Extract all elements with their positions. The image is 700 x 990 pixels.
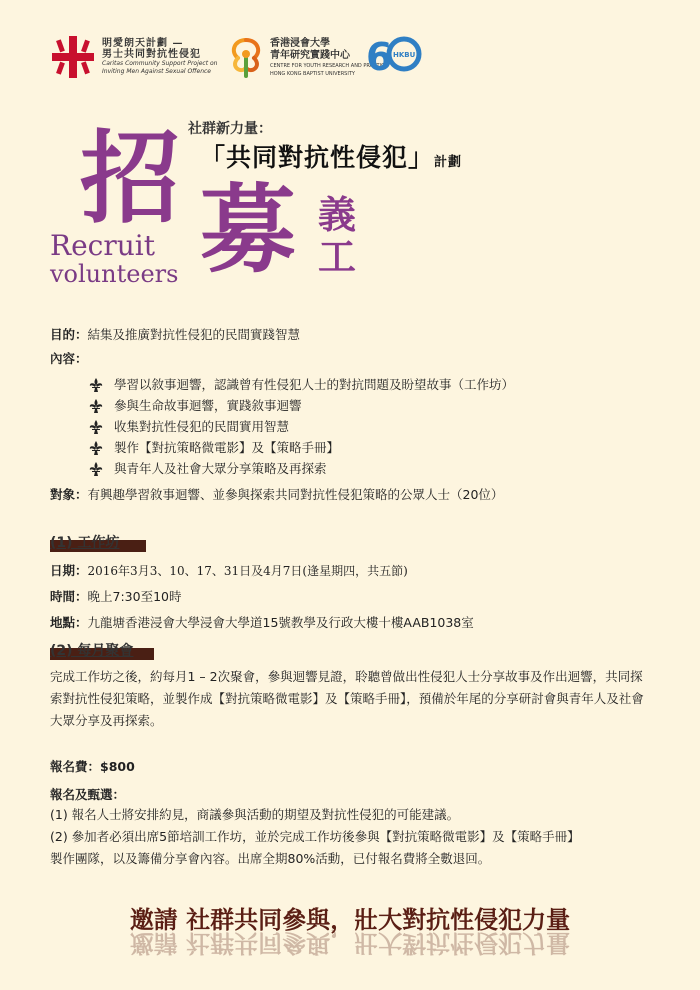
footer-slogan-reflection: 邀請 社群共同參與，壯大對抗性侵犯力量 bbox=[129, 929, 571, 957]
fee-label: 報名費： bbox=[50, 759, 101, 774]
hkbu-line1: 香港浸會大學 bbox=[270, 38, 330, 49]
caritas-line2: 男士共同對抗性侵犯 bbox=[102, 49, 201, 60]
project-title-main: 「共同對抗性侵犯」 bbox=[200, 143, 435, 172]
fee-line bbox=[50, 758, 135, 776]
workshop-venue bbox=[50, 614, 474, 632]
list-item bbox=[88, 416, 514, 437]
hkbu-en2: HONG KONG BAPTIST UNIVERSITY bbox=[270, 71, 355, 77]
content-label: 內容： bbox=[50, 351, 88, 366]
list-item bbox=[88, 458, 514, 479]
list-item-text: 與青年人及社會大眾分享策略及再探索 bbox=[114, 460, 327, 476]
selection-label: 報名及甄選： bbox=[50, 787, 126, 802]
hkbu-60-label: HKBU bbox=[393, 51, 416, 59]
hkbu-en1: CENTRE FOR YOUTH RESEARCH AND PRACTICE bbox=[270, 63, 388, 69]
caritas-logo-text bbox=[102, 38, 217, 76]
monthly-heading bbox=[50, 640, 170, 660]
target-text: 有興趣學習敘事迴響、並參與探索共同對抗性侵犯策略的公眾人士（20位） bbox=[87, 487, 504, 502]
headline-recruit: Recruit bbox=[50, 229, 155, 262]
target-label: 對象： bbox=[50, 487, 88, 502]
fleur-de-lis-icon bbox=[88, 440, 104, 456]
workshop-heading-text: (1) 工作坊 bbox=[50, 535, 120, 551]
content-list bbox=[88, 374, 514, 479]
list-item-text: 收集對抗性侵犯的民間實用智慧 bbox=[114, 418, 290, 434]
hkbu-flower-icon bbox=[224, 34, 268, 78]
workshop-date bbox=[50, 562, 408, 580]
list-item-text: 參與生命故事迴響，實踐敘事迴響 bbox=[114, 397, 302, 413]
workshop-time bbox=[50, 588, 182, 606]
target-line bbox=[50, 486, 503, 504]
date-value: 2016年3月3、10、17、31日及4月7日(逢星期四，共五節) bbox=[87, 564, 408, 578]
selection-item-2b: 製作團隊，以及籌備分享會內容。出席全期80%活動，已付報名費將全數退回。 bbox=[50, 851, 491, 866]
fleur-de-lis-icon bbox=[88, 461, 104, 477]
headline-char-yi: 義 bbox=[318, 192, 357, 237]
hkbu-60th-logo-icon bbox=[364, 30, 426, 80]
caritas-logo-icon bbox=[50, 34, 96, 80]
list-item bbox=[88, 374, 514, 395]
selection-item-2a: (2) 參加者必須出席5節培訓工作坊，並於完成工作坊後參與【對抗策略微電影】及【策略手冊】 bbox=[50, 829, 580, 844]
list-item bbox=[88, 437, 514, 458]
date-label: 日期： bbox=[50, 563, 88, 578]
monthly-heading-text: (2) 每月聚會 bbox=[50, 643, 134, 659]
fee-value: $800 bbox=[100, 759, 135, 774]
headline-char-gong: 工 bbox=[318, 234, 357, 279]
headline-volunteers: volunteers bbox=[50, 260, 179, 288]
fleur-de-lis-icon bbox=[88, 377, 104, 393]
selection-item-1: (1) 報名人士將安排約見，商議參與活動的期望及對抗性侵犯的可能建議。 bbox=[50, 807, 460, 822]
project-title-suffix: 計劃 bbox=[434, 155, 463, 170]
project-title bbox=[200, 138, 462, 174]
fleur-de-lis-icon bbox=[88, 398, 104, 414]
title-prefix: 社群新力量： bbox=[188, 121, 272, 137]
time-label: 時間： bbox=[50, 589, 88, 604]
list-item-text: 學習以敘事迴響，認識曾有性侵犯人士的對抗問題及盼望故事（工作坊） bbox=[114, 376, 515, 392]
purpose-line bbox=[50, 326, 300, 344]
purpose-label: 目的： bbox=[50, 327, 88, 342]
list-item bbox=[88, 395, 514, 416]
caritas-line1: 明愛朗天計劃 — bbox=[102, 38, 184, 49]
venue-label: 地點： bbox=[50, 615, 88, 630]
caritas-en1: Caritas Community Support Project on bbox=[102, 60, 218, 67]
svg-text:6: 6 bbox=[366, 35, 393, 79]
monthly-paragraph: 完成工作坊之後，約每月1 – 2次聚會，參與迴響見證，聆聽曾做出性侵犯人士分享故事及作出迴響，共同探索對抗性侵犯策略，並製作成【對抗策略微電影】及【策略手冊】，預備於年尾的分享研討會與青年人及社會大眾分享及再探索。 bbox=[50, 669, 644, 728]
purpose-text: 結集及推廣對抗性侵犯的民間實踐智慧 bbox=[87, 327, 301, 342]
venue-value: 九龍塘香港浸會大學浸會大學道15號教學及行政大樓十樓AAB1038室 bbox=[87, 615, 474, 630]
caritas-en2: Inviting Men Against Sexual Offence bbox=[102, 67, 211, 75]
headline-char-mu: 募 bbox=[200, 173, 296, 286]
list-item-text: 製作【對抗策略微電影】及【策略手冊】 bbox=[114, 439, 340, 455]
footer-slogan: 邀請 社群共同參與，壯大對抗性侵犯力量 bbox=[129, 906, 571, 934]
hkbu-line2: 青年研究實踐中心 bbox=[270, 49, 350, 61]
time-value: 晚上7:30至10時 bbox=[87, 589, 182, 604]
fleur-de-lis-icon bbox=[88, 419, 104, 435]
headline-char-zhao: 招 bbox=[80, 119, 180, 237]
workshop-heading bbox=[50, 532, 160, 552]
